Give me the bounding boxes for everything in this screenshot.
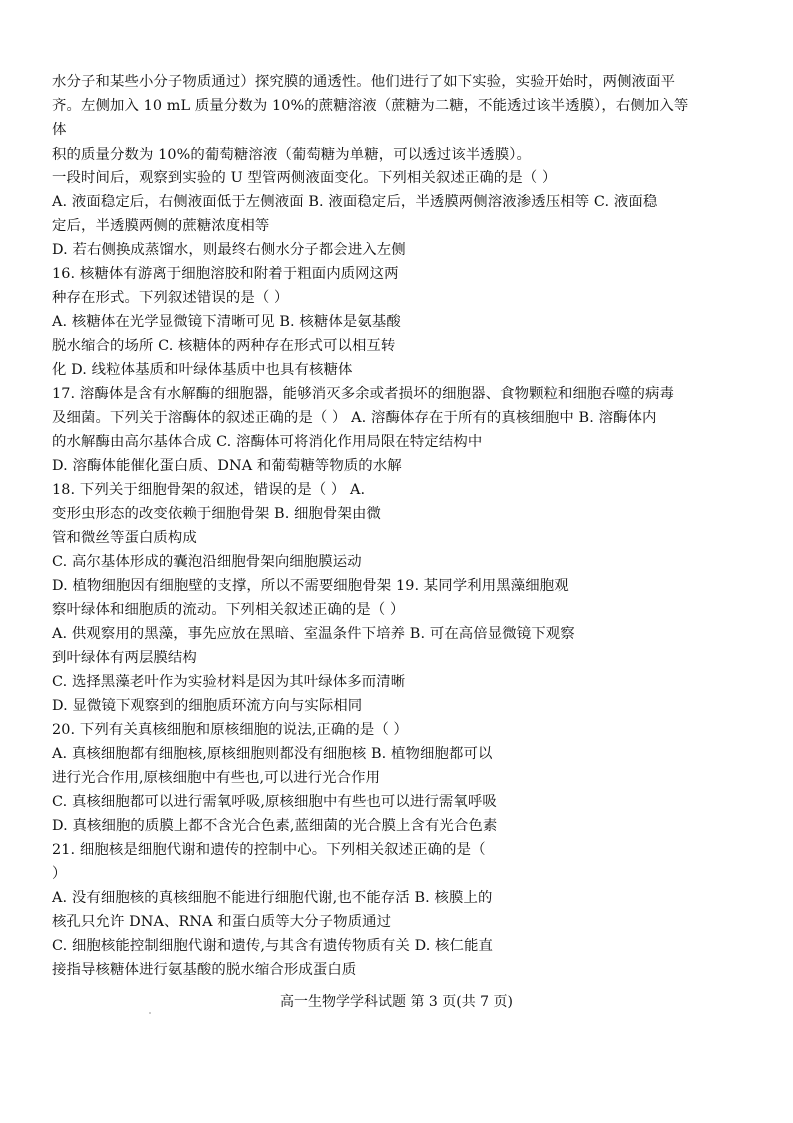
text-line: 16. 核糖体有游离于细胞溶胶和附着于粗面内质网这两 [52,266,399,282]
text-line: ） [52,866,67,882]
text-line: 接指导核糖体进行氨基酸的脱水缩合形成蛋白质 [52,962,357,978]
scan-speck [149,1012,151,1014]
text-line: 种存在形式。下列叙述错误的是（ ） [52,290,289,306]
text-line: D. 若右侧换成蒸馏水，则最终右侧水分子都会进入左侧 [52,242,406,258]
page-footer: 高一生物学学科试题 第 3 页(共 7 页) [280,994,513,1010]
text-line: 齐。左侧加入 10 mL 质量分数为 10%的蔗糖溶液（蔗糖为二糖，不能透过该半透膜），右侧加入等 [52,98,689,114]
text-line: 进行光合作用,原核细胞中有些也,可以进行光合作用 [52,770,381,786]
text-line: A. 液面稳定后，右侧液面低于左侧液面 B. 液面稳定后，半透膜两侧溶液渗透压相等 C. 液面稳 [52,194,658,210]
text-line: 的水解酶由高尔基体合成 C. 溶酶体可将消化作用局限在特定结构中 [52,434,483,450]
text-line: 一段时间后，观察到实验的 U 型管两侧液面变化。下列相关叙述正确的是（ ） [52,170,557,186]
text-line: D. 显微镜下观察到的细胞质环流方向与实际相同 [52,698,363,714]
text-line: C. 选择黑藻老叶作为实验材料是因为其叶绿体多而清晰 [52,674,406,690]
text-line: A. 供观察用的黑藻，事先应放在黑暗、室温条件下培养 B. 可在高倍显微镜下观察 [52,626,575,642]
text-line: 定后，半透膜两侧的蔗糖浓度相等 [52,218,270,234]
text-line: C. 细胞核能控制细胞代谢和遗传,与其含有遗传物质有关 D. 核仁能直 [52,938,494,954]
text-line: 18. 下列关于细胞骨架的叙述，错误的是（ ） A. [52,482,366,498]
text-line: D. 溶酶体能催化蛋白质、DNA 和葡萄糖等物质的水解 [52,458,402,474]
text-line: 水分子和某些小分子物质通过）探究膜的通透性。他们进行了如下实验，实验开始时，两侧液面平 [52,74,676,90]
text-line: 到叶绿体有两层膜结构 [52,650,197,666]
text-line: 核孔只允许 DNA、RNA 和蛋白质等大分子物质通过 [52,914,392,930]
text-line: 管和微丝等蛋白质构成 [52,530,197,546]
text-line: A. 没有细胞核的真核细胞不能进行细胞代谢,也不能存活 B. 核膜上的 [52,890,493,906]
text-line: 17. 溶酶体是含有水解酶的细胞器，能够消灭多余或者损坏的细胞器、食物颗粒和细胞吞噬的病毒 [52,386,674,402]
text-line: 及细菌。下列关于溶酶体的叙述正确的是（ ） A. 溶酶体存在于所有的真核细胞中 B. 溶酶体内 [52,410,657,426]
text-line: D. 植物细胞因有细胞壁的支撑，所以不需要细胞骨架 19. 某同学利用黑藻细胞观 [52,578,569,594]
text-line: 20. 下列有关真核细胞和原核细胞的说法,正确的是（ ） [52,722,409,738]
text-line: 积的质量分数为 10%的葡萄糖溶液（葡萄糖为单糖，可以透过该半透膜）。 [52,147,531,163]
text-line: C. 高尔基体形成的囊泡沿细胞骨架向细胞膜运动 [52,554,362,570]
text-line: A. 核糖体在光学显微镜下清晰可见 B. 核糖体是氨基酸 [52,314,401,330]
text-line: 察叶绿体和细胞质的流动。下列相关叙述正确的是（ ） [52,602,405,618]
text-line: 脱水缩合的场所 C. 核糖体的两种存在形式可以相互转 [52,338,396,354]
text-line: A. 真核细胞都有细胞核,原核细胞则都没有细胞核 B. 植物细胞都可以 [52,746,493,762]
text-line: 体 [52,122,67,138]
text-line: 化 D. 线粒体基质和叶绿体基质中也具有核糖体 [52,362,353,378]
text-line: D. 真核细胞的质膜上都不含光合色素,蓝细菌的光合膜上含有光合色素 [52,818,498,834]
text-line: 变形虫形态的改变依赖于细胞骨架 B. 细胞骨架由微 [52,506,382,522]
text-line: C. 真核细胞都可以进行需氧呼吸,原核细胞中有些也可以进行需氧呼吸 [52,794,497,810]
text-line: 21. 细胞核是细胞代谢和遗传的控制中心。下列相关叙述正确的是（ [52,842,486,858]
